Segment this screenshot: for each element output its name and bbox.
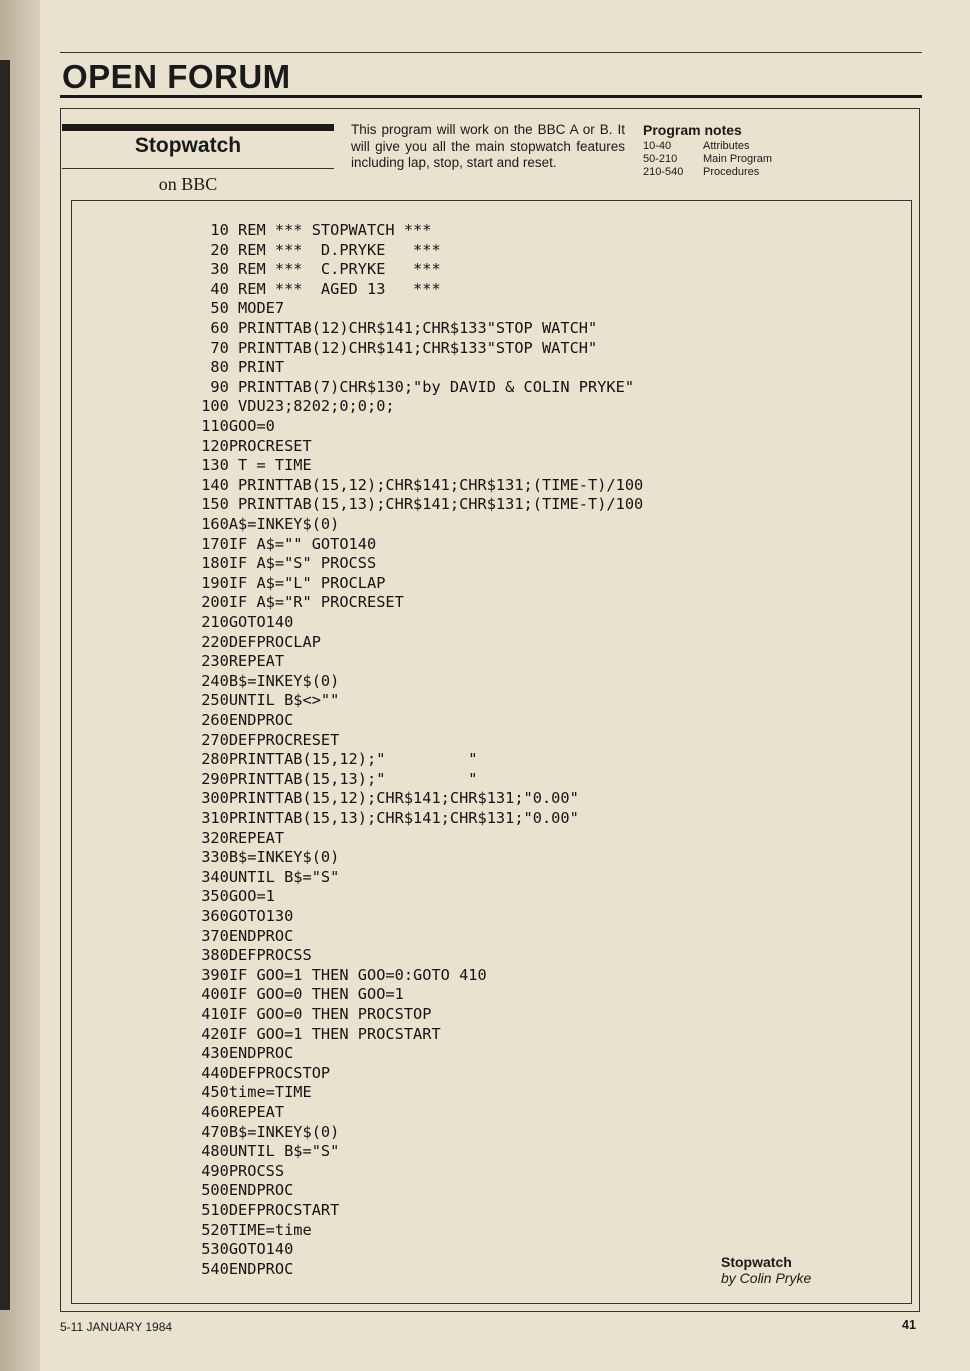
code-line: 60 PRINTTAB(12)CHR$141;CHR$133"STOP WATCH" [192,319,598,337]
code-line: 350GOO=1 [192,887,275,906]
code-line: 400IF GOO=0 THEN GOO=1 [192,985,404,1004]
code-line: 40 REM *** AGED 13 *** [192,279,441,298]
intro-text: This program will work on the BBC A or B. It will give you all the main stopwatch features including lap, stop, start and reset. [351,122,625,170]
code-line: 450time=TIME [192,1083,312,1102]
top-rule [60,52,922,53]
code-line: 280PRINTTAB(15,12);" " [192,750,478,769]
code-line: 70 PRINTTAB(12)CHR$141;CHR$133"STOP WATCH" [192,338,598,357]
code-line: 460REPEAT [192,1103,285,1121]
code-line: 230REPEAT [192,652,285,671]
program-note-row [643,166,759,178]
code-line: 370ENDPROC [192,926,294,945]
code-line: 430ENDPROC [192,1044,294,1063]
note-desc: Procedures [703,166,760,178]
code-line: 120PROCRESET [192,436,312,455]
code-line: 510DEFPROCSTART [192,1201,340,1219]
code-line: 420IF GOO=1 THEN PROCSTART [192,1024,441,1043]
code-line: 200IF A$="R" PROCRESET [192,593,404,612]
note-range: 50-210 [643,153,678,165]
code-line: 520TIME=time [192,1220,312,1239]
section-rule [60,95,922,98]
code-line: 440DEFPROCSTOP [192,1063,331,1082]
code-line: 10 REM *** STOPWATCH *** [192,221,432,239]
code-line: 320REPEAT [192,828,285,847]
binding-edge [0,60,10,1310]
code-line: 260ENDPROC [192,711,294,729]
code-line: 300PRINTTAB(15,12);CHR$141;CHR$131;"0.00" [192,789,579,808]
code-line: 160A$=INKEY$(0) [192,515,340,533]
code-line: 190IF A$="L" PROCLAP [192,573,386,592]
code-line: 50 MODE7 [192,299,285,318]
note-desc: Attributes [703,140,750,152]
code-line: 360GOTO130 [192,907,294,925]
code-line: 390IF GOO=1 THEN GOO=0:GOTO 410 [192,965,487,984]
caption-author: by Colin Pryke [721,1270,812,1286]
article-title: Stopwatch [134,134,242,157]
code-line: 180IF A$="S" PROCSS [192,554,377,573]
code-line: 80 PRINT [192,358,285,377]
code-line: 410IF GOO=0 THEN PROCSTOP [192,1005,432,1023]
caption-title: Stopwatch [721,1254,792,1270]
code-line: 500ENDPROC [192,1181,294,1200]
listing-caption [721,1254,811,1286]
code-line: 170IF A$="" GOTO140 [192,534,377,553]
code-line: 470B$=INKEY$(0) [192,1122,340,1141]
code-line: 110GOO=0 [192,417,275,435]
code-line: 380DEFPROCSS [192,946,312,965]
code-line: 530GOTO140 [192,1240,294,1259]
code-line: 340UNTIL B$="S" [192,867,340,886]
code-line: 220DEFPROCLAP [192,632,321,651]
section-title: OPEN FORUM [62,58,291,95]
footer-date: 5-11 JANUARY 1984 [60,1320,173,1334]
header-bar [62,124,334,131]
program-note-row [643,153,772,165]
code-line: 30 REM *** C.PRYKE *** [192,260,441,279]
program-note-row [643,140,749,152]
program-notes-title: Program notes [643,122,742,138]
code-line: 270DEFPROCRESET [192,730,340,749]
note-range: 210-540 [643,166,684,178]
note-range: 10-40 [643,140,672,152]
code-line: 210GOTO140 [192,613,294,631]
code-line: 540ENDPROC [192,1259,294,1278]
page-number: 41 [902,1318,916,1332]
code-line: 240B$=INKEY$(0) [192,671,340,690]
code-line: 330B$=INKEY$(0) [192,848,340,867]
code-line: 20 REM *** D.PRYKE *** [192,240,441,259]
code-line: 310PRINTTAB(15,13);CHR$141;CHR$131;"0.00" [192,809,579,827]
note-desc: Main Program [703,153,773,165]
code-line: 140 PRINTTAB(15,12);CHR$141;CHR$131;(TIME-T)/100 [192,475,644,494]
code-line: 150 PRINTTAB(15,13);CHR$141;CHR$131;(TIME-T)/100 [192,495,644,514]
code-line: 90 PRINTTAB(7)CHR$130;"by DAVID & COLIN PRYKE" [192,377,635,396]
header-rule [62,168,334,169]
code-line: 100 VDU23;8202;0;0;0; [192,397,395,416]
article-subtitle: on BBC [158,174,218,194]
code-line: 290PRINTTAB(15,13);" " [192,769,478,788]
code-line: 250UNTIL B$<>"" [192,691,340,710]
code-line: 480UNTIL B$="S" [192,1142,340,1161]
code-line: 490PROCSS [192,1161,285,1180]
code-line: 130 T = TIME [192,456,312,475]
